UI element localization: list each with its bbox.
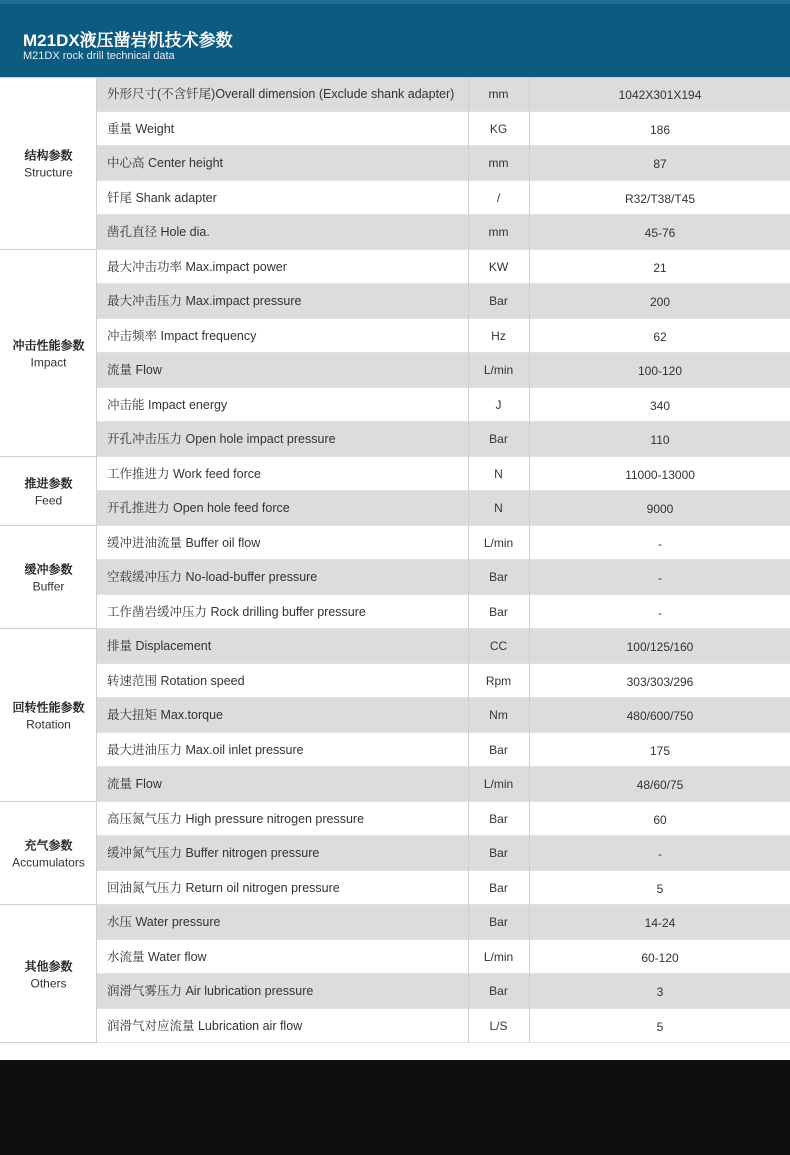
unit-cell: Bar bbox=[489, 811, 508, 826]
table-row bbox=[97, 940, 790, 975]
unit-cell: J bbox=[495, 397, 502, 412]
value-cell: - bbox=[658, 605, 662, 620]
column-divider bbox=[468, 77, 469, 1043]
group-name-cn: 结构参数 bbox=[24, 148, 73, 163]
page-header bbox=[0, 0, 790, 77]
table-row bbox=[97, 284, 790, 319]
unit-cell: Bar bbox=[489, 742, 508, 757]
value-cell: 45-76 bbox=[644, 226, 676, 240]
param-cell: 润滑气对应流量 Lubrication air flow bbox=[107, 1018, 303, 1033]
unit-cell: KG bbox=[489, 121, 508, 136]
param-cell: 中心高 Center height bbox=[107, 156, 224, 170]
param-cell: 水压 Water pressure bbox=[107, 915, 221, 929]
group-name-en: Structure bbox=[24, 165, 73, 180]
table-row bbox=[97, 974, 790, 1009]
unit-cell: Nm bbox=[489, 708, 508, 722]
value-cell: 14-24 bbox=[644, 916, 676, 930]
group-cell bbox=[0, 629, 97, 802]
table-row bbox=[97, 629, 790, 664]
table-row bbox=[97, 905, 790, 940]
group-cell bbox=[0, 802, 97, 906]
table-row bbox=[97, 595, 790, 630]
table-row bbox=[97, 733, 790, 768]
param-cell: 流量 Flow bbox=[107, 777, 162, 791]
unit-cell: Bar bbox=[489, 294, 508, 308]
unit-cell: Rpm bbox=[485, 673, 512, 688]
group-name-cn: 缓冲参数 bbox=[24, 562, 73, 577]
param-cell: 缓冲氮气压力 Buffer nitrogen pressure bbox=[107, 846, 320, 860]
value-cell: 110 bbox=[650, 433, 670, 447]
table-row bbox=[97, 215, 790, 250]
value-cell: 9000 bbox=[646, 502, 674, 516]
unit-cell: CC bbox=[489, 639, 508, 653]
param-cell: 开孔推进力 Open hole feed force bbox=[107, 501, 290, 515]
param-cell: 润滑气雾压力 Air lubrication pressure bbox=[107, 984, 314, 998]
table-row bbox=[97, 181, 790, 216]
group-cell bbox=[0, 526, 97, 630]
param-cell: 缓冲进油流量 Buffer oil flow bbox=[107, 535, 261, 550]
page-subtitle: M21DX rock drill technical data bbox=[23, 50, 175, 62]
table-row bbox=[97, 250, 790, 285]
table-row bbox=[97, 560, 790, 595]
param-cell: 排量 Displacement bbox=[107, 639, 212, 653]
unit-cell: L/S bbox=[489, 1018, 508, 1033]
value-cell: 480/600/750 bbox=[626, 709, 694, 723]
value-cell: 100-120 bbox=[637, 364, 683, 378]
param-cell: 空载缓冲压力 No-load-buffer pressure bbox=[107, 570, 318, 584]
value-cell: 60 bbox=[653, 812, 667, 827]
table-row bbox=[97, 77, 790, 112]
param-cell: 最大冲击功率 Max.impact power bbox=[107, 259, 287, 274]
group-name-cn: 其他参数 bbox=[24, 959, 73, 973]
group-name-en: Buffer bbox=[32, 579, 65, 594]
column-divider bbox=[96, 77, 97, 1043]
table-row bbox=[97, 112, 790, 147]
value-cell: 21 bbox=[653, 260, 667, 275]
unit-cell: / bbox=[496, 190, 501, 205]
unit-cell: L/min bbox=[483, 777, 514, 791]
param-cell: 流量 Flow bbox=[107, 363, 162, 377]
unit-cell: Bar bbox=[489, 432, 508, 446]
value-cell: 340 bbox=[649, 398, 671, 413]
table-row bbox=[97, 871, 790, 906]
value-cell: - bbox=[658, 571, 662, 585]
param-cell: 凿孔直径 Hole dia. bbox=[107, 225, 210, 239]
value-cell: 5 bbox=[656, 1019, 664, 1034]
table-row bbox=[97, 1009, 790, 1044]
unit-cell: mm bbox=[488, 156, 509, 170]
table-row bbox=[97, 802, 790, 837]
value-cell: 5 bbox=[656, 881, 664, 896]
param-cell: 水流量 Water flow bbox=[107, 949, 207, 964]
value-cell: 100/125/160 bbox=[626, 640, 694, 654]
table-row bbox=[97, 388, 790, 423]
param-cell: 外形尺寸(不含钎尾)Overall dimension (Exclude shank adapter) bbox=[107, 87, 455, 101]
param-cell: 最大扭矩 Max.torque bbox=[107, 708, 224, 722]
table-row bbox=[97, 146, 790, 181]
table-row bbox=[97, 767, 790, 802]
unit-cell: Bar bbox=[489, 846, 508, 860]
group-name-cn: 冲击性能参数 bbox=[12, 338, 85, 352]
group-cell bbox=[0, 250, 97, 457]
table-top-border bbox=[0, 77, 790, 78]
unit-cell: L/min bbox=[483, 949, 514, 964]
group-name-cn: 推进参数 bbox=[24, 476, 73, 490]
unit-cell: N bbox=[494, 466, 503, 481]
value-cell: - bbox=[658, 847, 662, 861]
group-name-en: Feed bbox=[34, 493, 63, 507]
unit-cell: Bar bbox=[489, 880, 508, 895]
group-name-en: Others bbox=[30, 976, 67, 990]
table-row bbox=[97, 698, 790, 733]
param-cell: 冲击能 Impact energy bbox=[107, 397, 228, 412]
param-cell: 重量 Weight bbox=[107, 121, 175, 136]
value-cell: 303/303/296 bbox=[626, 674, 694, 689]
group-cell bbox=[0, 77, 97, 250]
unit-cell: Hz bbox=[491, 328, 506, 343]
value-cell: 186 bbox=[649, 122, 671, 137]
unit-cell: Bar bbox=[489, 570, 508, 584]
value-cell: 62 bbox=[653, 329, 667, 344]
value-cell: 87 bbox=[653, 157, 667, 171]
group-name-cn: 充气参数 bbox=[24, 838, 73, 853]
param-cell: 高压氮气压力 High pressure nitrogen pressure bbox=[107, 811, 365, 826]
table-row bbox=[97, 422, 790, 457]
group-name-en: Accumulators bbox=[12, 855, 85, 870]
value-cell: 60-120 bbox=[641, 950, 679, 965]
value-cell: 3 bbox=[656, 985, 664, 999]
table-row bbox=[97, 491, 790, 526]
unit-cell: mm bbox=[488, 225, 509, 239]
table-row bbox=[97, 836, 790, 871]
param-cell: 工作凿岩缓冲压力 Rock drilling buffer pressure bbox=[107, 604, 366, 619]
group-name-en: Impact bbox=[30, 355, 67, 369]
param-cell: 工作推进力 Work feed force bbox=[107, 466, 261, 481]
group-cell bbox=[0, 905, 97, 1043]
value-cell: 175 bbox=[649, 743, 671, 758]
unit-cell: L/min bbox=[483, 363, 514, 377]
table-row bbox=[97, 353, 790, 388]
value-cell: R32/T38/T45 bbox=[624, 191, 696, 206]
footer-band bbox=[0, 1060, 790, 1155]
param-cell: 开孔冲击压力 Open hole impact pressure bbox=[107, 432, 336, 446]
group-name-cn: 回转性能参数 bbox=[12, 700, 85, 715]
value-cell: 1042X301X194 bbox=[618, 88, 702, 102]
param-cell: 最大进油压力 Max.oil inlet pressure bbox=[107, 742, 304, 757]
group-name-en: Rotation bbox=[26, 717, 71, 732]
table-row bbox=[97, 457, 790, 492]
param-cell: 转速范围 Rotation speed bbox=[107, 673, 245, 688]
param-cell: 冲击频率 Impact frequency bbox=[107, 328, 257, 343]
value-cell: - bbox=[658, 536, 662, 551]
group-cell bbox=[0, 457, 97, 526]
page-title: M21DX液压凿岩机技术参数 bbox=[23, 31, 233, 50]
unit-cell: L/min bbox=[483, 535, 514, 550]
unit-cell: Bar bbox=[489, 604, 508, 619]
value-cell: 48/60/75 bbox=[636, 778, 684, 792]
unit-cell: KW bbox=[488, 259, 509, 274]
table-row bbox=[97, 664, 790, 699]
param-cell: 回油氮气压力 Return oil nitrogen pressure bbox=[107, 880, 340, 895]
unit-cell: Bar bbox=[489, 984, 508, 998]
param-cell: 最大冲击压力 Max.impact pressure bbox=[107, 294, 302, 308]
value-cell: 200 bbox=[649, 295, 671, 309]
table-row bbox=[97, 526, 790, 561]
unit-cell: Bar bbox=[489, 915, 508, 929]
unit-cell: mm bbox=[488, 87, 509, 101]
param-cell: 钎尾 Shank adapter bbox=[107, 190, 217, 205]
unit-cell: N bbox=[494, 501, 503, 515]
value-cell: 11000-13000 bbox=[625, 467, 695, 482]
table-row bbox=[97, 319, 790, 354]
column-divider bbox=[529, 77, 530, 1043]
